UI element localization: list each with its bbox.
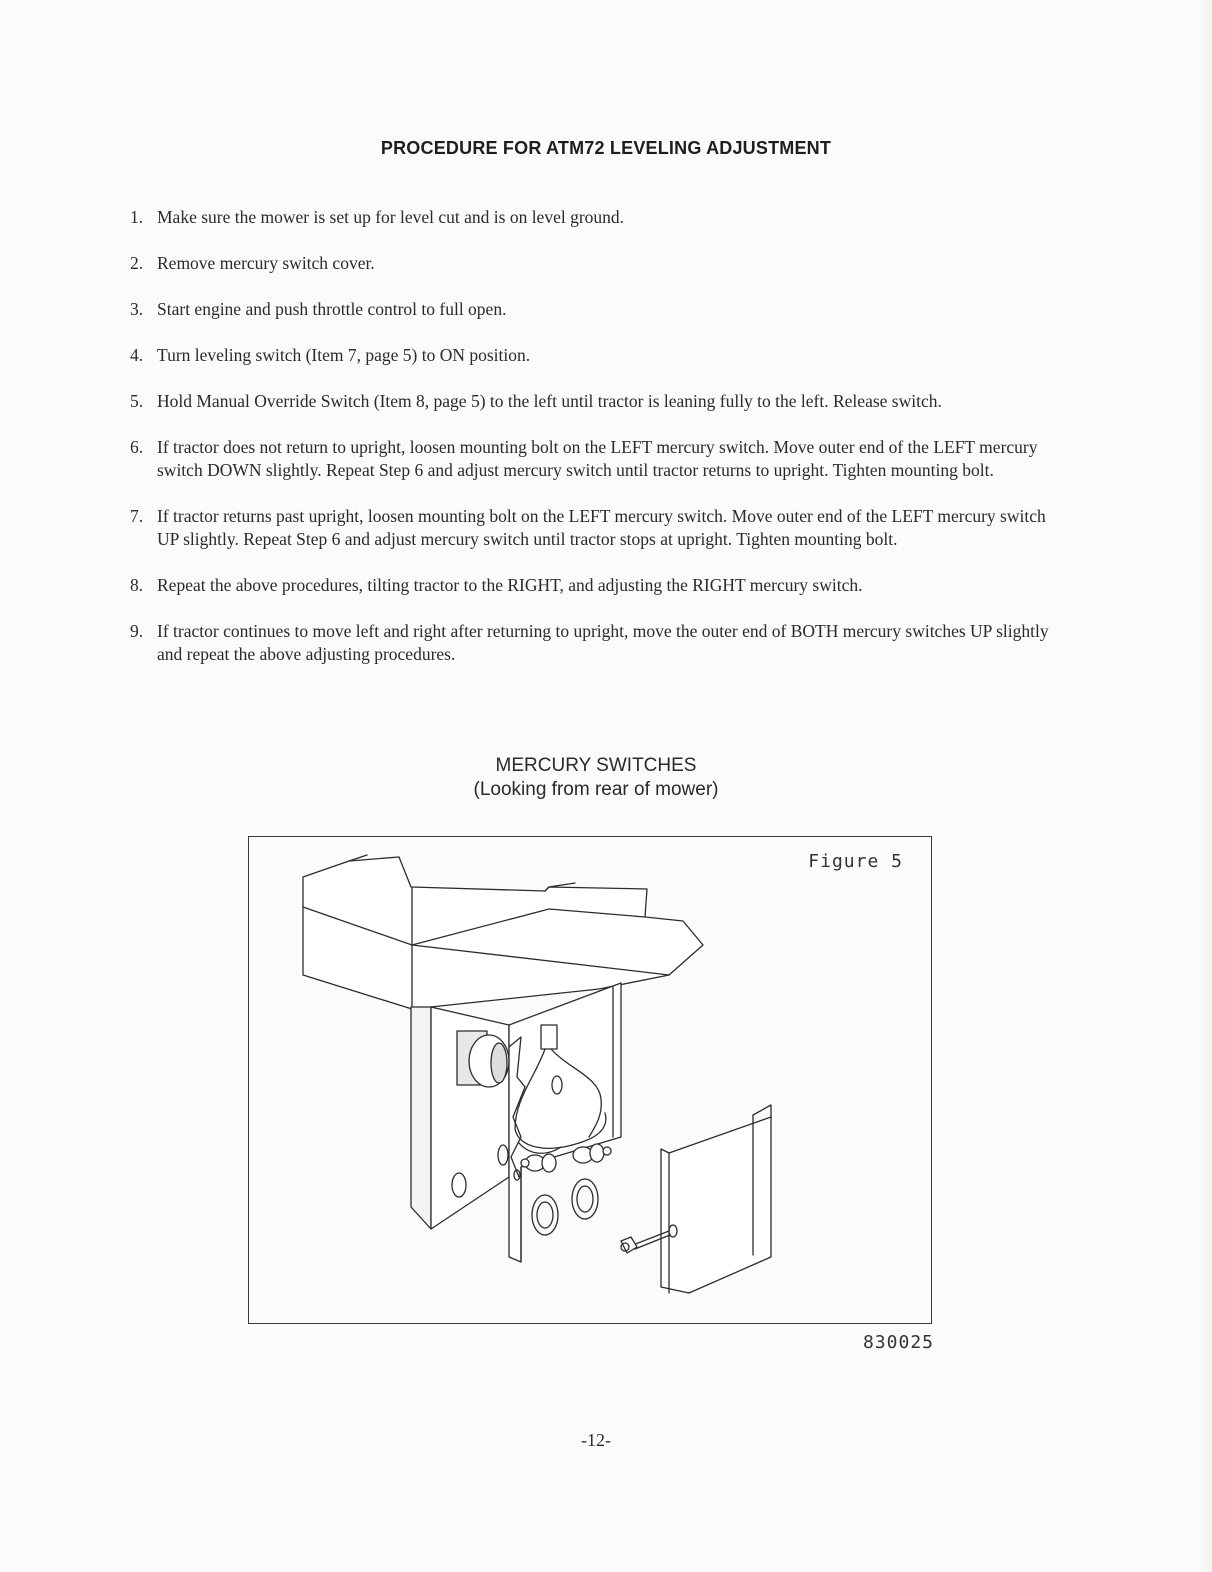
figure-caption-title: MERCURY SWITCHES	[495, 755, 697, 776]
step-number: 4.	[130, 345, 144, 365]
procedure-steps	[130, 206, 1070, 689]
page-title: PROCEDURE FOR ATM72 LEVELING ADJUSTMENT	[380, 138, 832, 158]
step-number: 6.	[130, 437, 144, 457]
step-number: 3.	[130, 299, 144, 319]
figure-caption	[0, 754, 1192, 802]
step-text: Make sure the mower is set up for level cut and is on level ground.	[157, 207, 625, 227]
procedure-step	[130, 505, 1070, 551]
figure-frame	[248, 836, 932, 1324]
figure-caption-subtitle: (Looking from rear of mower)	[473, 779, 719, 800]
procedure-step	[130, 620, 1070, 666]
scan-edge	[1198, 0, 1212, 1572]
procedure-step	[130, 574, 1070, 597]
procedure-step	[130, 344, 1070, 367]
procedure-step	[130, 298, 1070, 321]
step-text: If tractor does not return to upright, loosen mounting bolt on the LEFT mercury switch. Move outer end of the LEFT mercury switch DOWN slightly. Repeat Step 6 and adjust mercury switch until tractor returns to upright. Tighten mounting bolt.	[157, 437, 1038, 480]
step-number: 5.	[130, 391, 144, 411]
page-number: -12-	[581, 1430, 611, 1450]
step-text: If tractor continues to move left and right after returning to upright, move the outer end of BOTH mercury switches UP slightly and repeat the above adjusting procedures.	[157, 621, 1049, 664]
procedure-step	[130, 390, 1070, 413]
mounting-bracket	[411, 983, 621, 1262]
step-text: Turn leveling switch (Item 7, page 5) to ON position.	[157, 345, 531, 365]
step-number: 2.	[130, 253, 144, 273]
procedure-step	[130, 436, 1070, 482]
procedure-step	[130, 252, 1070, 275]
step-number: 1.	[130, 207, 144, 227]
step-text: Start engine and push throttle control to full open.	[157, 299, 507, 319]
step-text: Remove mercury switch cover.	[157, 253, 375, 273]
step-number: 7.	[130, 506, 144, 526]
mercury-switch-diagram	[249, 837, 933, 1325]
figure-label: Figure 5	[808, 851, 903, 872]
document-number: 830025	[862, 1332, 934, 1353]
step-text: Repeat the above procedures, tilting tractor to the RIGHT, and adjusting the RIGHT mercury switch.	[157, 575, 863, 595]
procedure-step	[130, 206, 1070, 229]
step-number: 9.	[130, 621, 144, 641]
housing-block	[303, 855, 703, 1009]
step-number: 8.	[130, 575, 144, 595]
switch-cover	[661, 1105, 771, 1293]
step-text: Hold Manual Override Switch (Item 8, page 5) to the left until tractor is leaning fully to the left. Release switch.	[157, 391, 942, 411]
step-text: If tractor returns past upright, loosen mounting bolt on the LEFT mercury switch. Move outer end of the LEFT mercury switch UP slightly. Repeat Step 6 and adjust mercury switch until tractor stops at upright. Tighten mounting bolt.	[157, 506, 1046, 549]
